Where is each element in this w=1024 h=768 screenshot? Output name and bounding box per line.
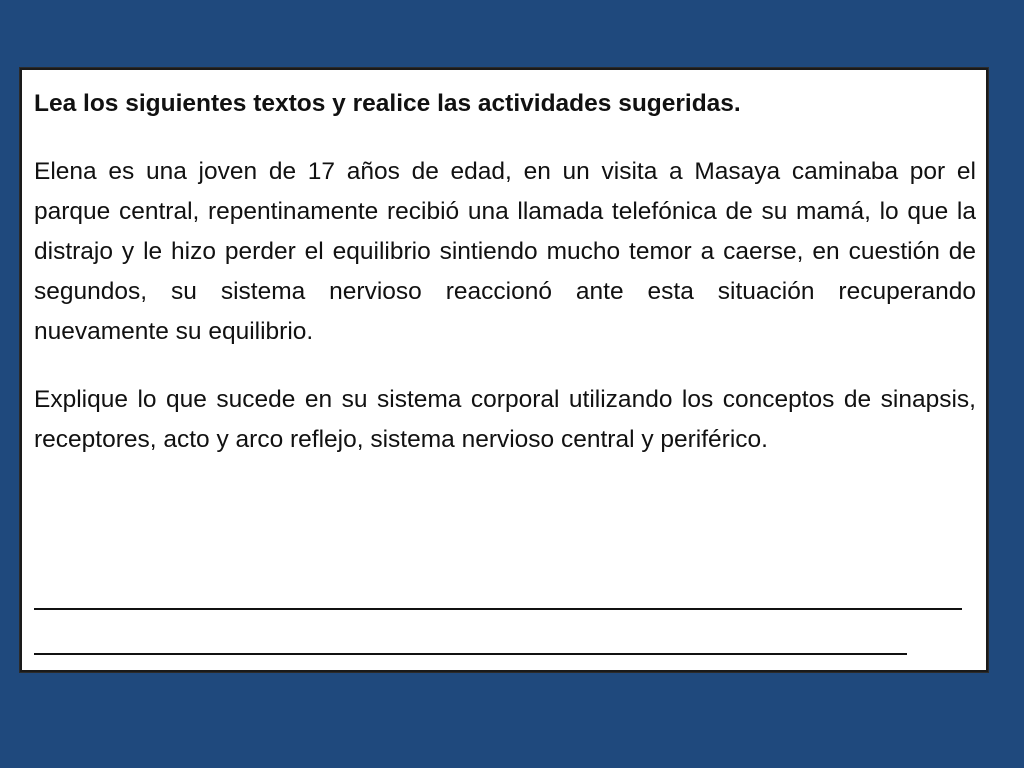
text-panel — [20, 68, 988, 672]
story-paragraph: Elena es una joven de 17 años de edad, en un visita a Masaya caminaba por el parque central, repentinamente recibió una llamada telefónica de su mamá, lo que la distrajo y le hizo perder el equilibrio sintiendo mucho temor a caerse, en cuestión de segundos, su sistema nervioso reaccionó ante esta situación recuperando nuevamente su equilibrio. — [34, 158, 976, 345]
question-paragraph: Explique lo que sucede en su sistema corporal utilizando los conceptos de sinapsis, receptores, acto y arco reflejo, sistema nervioso central y periférico. — [34, 386, 976, 453]
slide-content — [34, 84, 976, 460]
answer-line-2 — [34, 653, 907, 655]
answer-line-1 — [34, 608, 962, 610]
instructions-heading: Lea los siguientes textos y realice las actividades sugeridas. — [34, 90, 741, 117]
